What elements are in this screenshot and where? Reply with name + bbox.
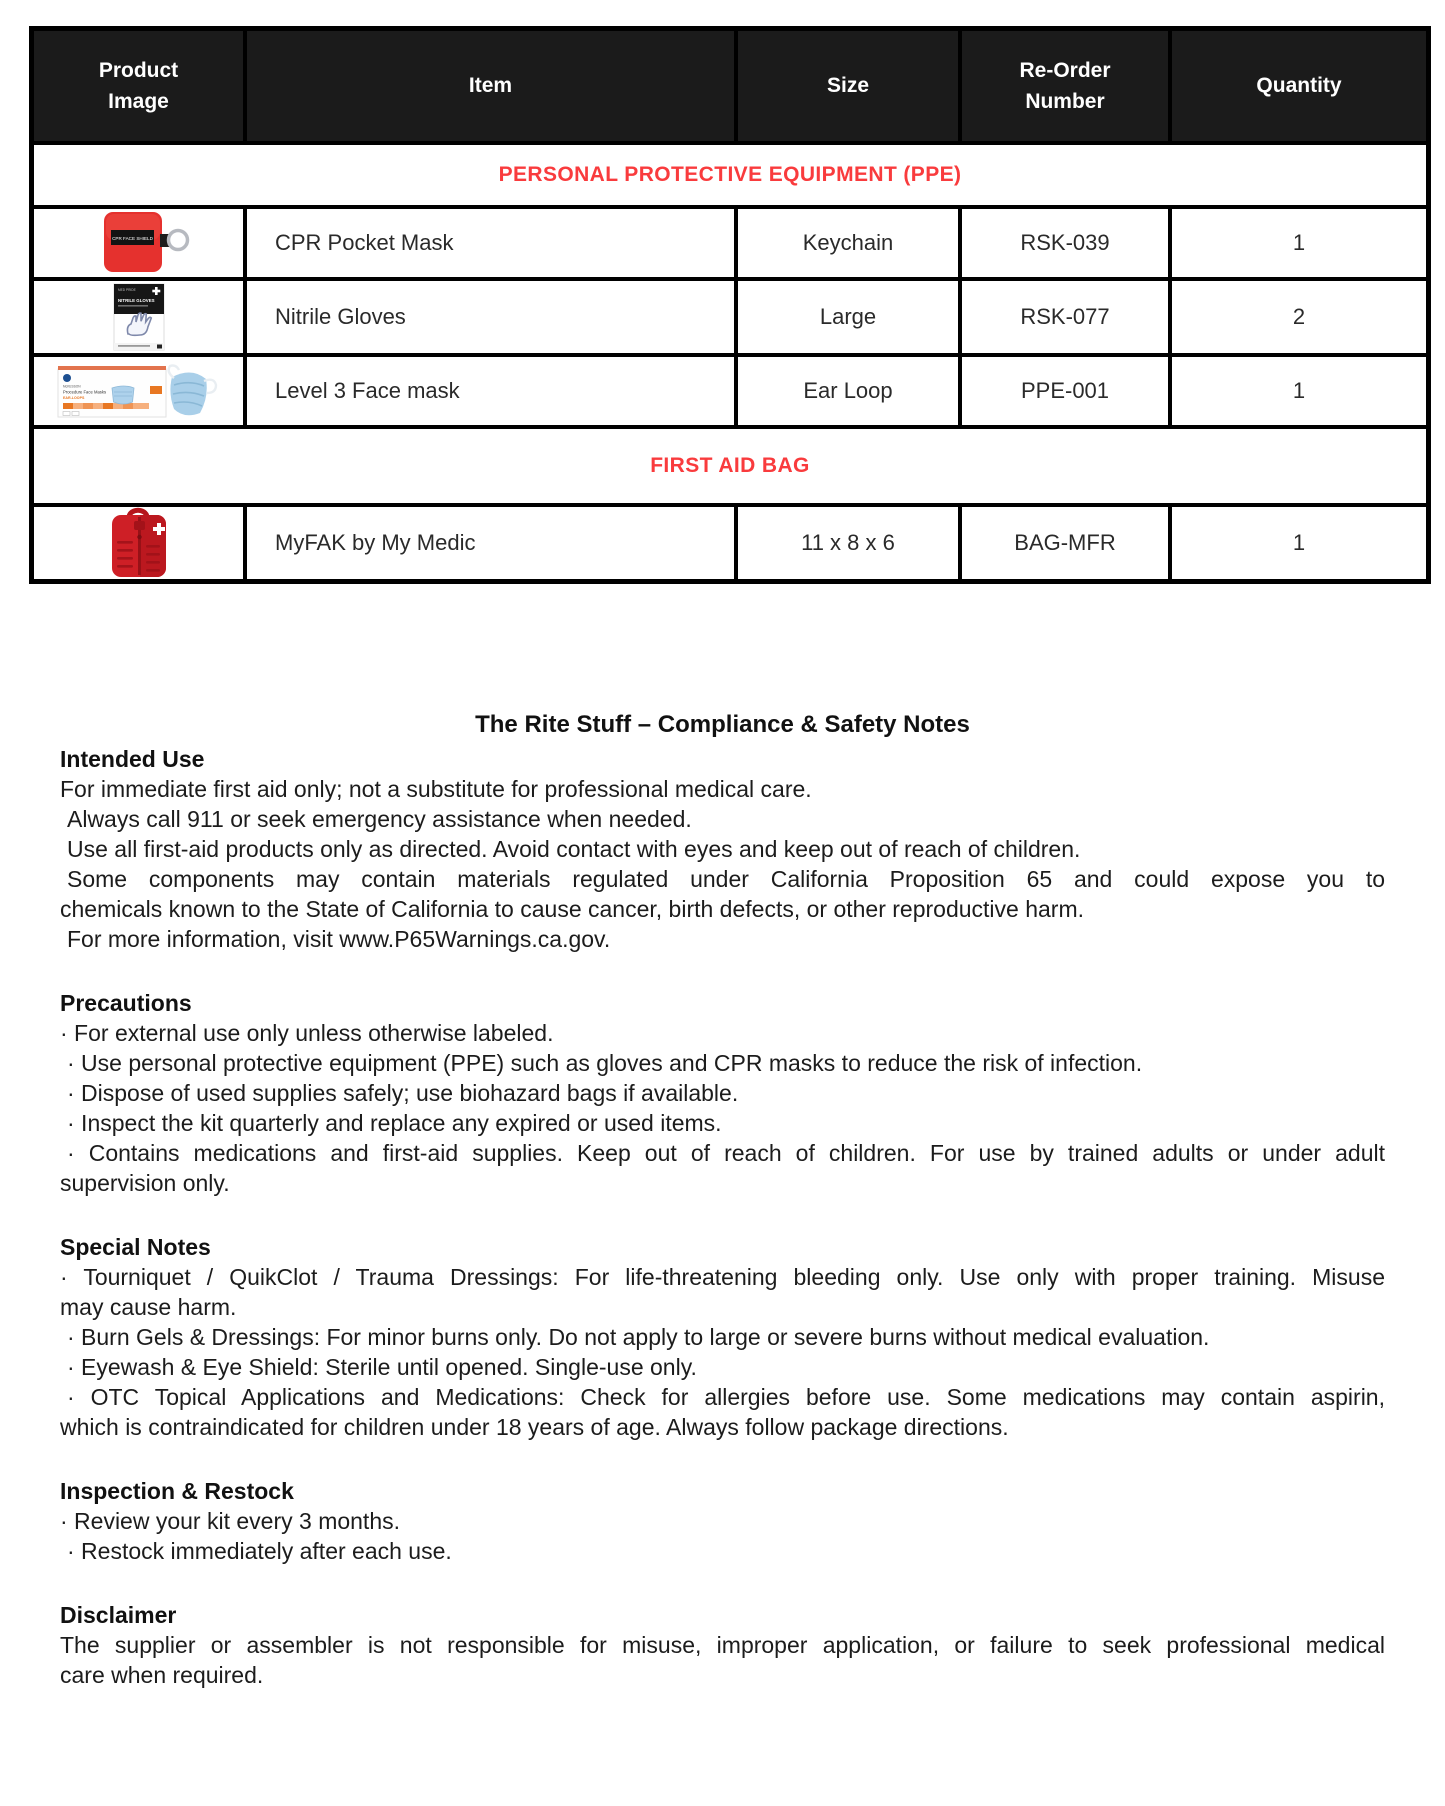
table-row-cell-image — [34, 281, 243, 353]
size-cell: Keychain — [738, 209, 958, 277]
notes-section-special-notes — [60, 1232, 1385, 1442]
myfak-bag-image — [84, 507, 194, 579]
section-heading: Inspection & Restock — [60, 1478, 294, 1504]
note-line: · Contains medications and first-aid supplies. Keep out of reach of children. For use by trained adults or under adult — [67, 1140, 1385, 1166]
note-line: supervision only. — [60, 1170, 230, 1196]
note-line: may cause harm. — [60, 1294, 237, 1320]
section-title-ppe: PERSONAL PROTECTIVE EQUIPMENT (PPE) — [34, 145, 1426, 205]
note-line: For more information, visit www.P65Warnings.ca.gov. — [67, 926, 611, 952]
item-name-cell: MyFAK by My Medic — [247, 507, 734, 579]
quantity-cell: 1 — [1172, 507, 1426, 579]
note-line: · Burn Gels & Dressings: For minor burns only. Do not apply to large or severe burns without medical evaluation. — [67, 1324, 1210, 1350]
note-line: · Tourniquet / QuikClot / Trauma Dressings: For life-threatening bleeding only. Use only with proper training. Misuse — [60, 1264, 1385, 1290]
item-name-cell: Nitrile Gloves — [247, 281, 734, 353]
note-line: · OTC Topical Applications and Medications: Check for allergies before use. Some medications may contain aspirin, — [67, 1384, 1385, 1410]
note-line: · Dispose of used supplies safely; use biohazard bags if available. — [67, 1080, 739, 1106]
size-cell: 11 x 8 x 6 — [738, 507, 958, 579]
quantity-cell: 1 — [1172, 209, 1426, 277]
size-cell: Large — [738, 281, 958, 353]
note-line: The supplier or assembler is not responsible for misuse, improper application, or failure to seek professional medical — [60, 1632, 1385, 1658]
reorder-number-cell: RSK-077 — [962, 281, 1168, 353]
note-line: Use all first-aid products only as directed. Avoid contact with eyes and keep out of reach of children. — [67, 836, 1081, 862]
first-aid-kit-table — [29, 26, 1431, 584]
cpr-pocket-mask-image — [84, 210, 194, 276]
svg-text:McKESSON: McKESSON — [62, 384, 81, 389]
item-name-cell: Level 3 Face mask — [247, 357, 734, 425]
note-line: For immediate first aid only; not a substitute for professional medical care. — [60, 776, 812, 802]
column-header-quantity: Quantity — [1172, 31, 1426, 141]
gloves-box-label: NITRILE GLOVES — [117, 298, 155, 303]
item-name-cell: CPR Pocket Mask — [247, 209, 734, 277]
column-header-reorder-number: Re-Order Number — [962, 31, 1168, 141]
quantity-cell: 1 — [1172, 357, 1426, 425]
svg-text:MED PRIDE: MED PRIDE — [117, 288, 136, 292]
table-row-cell-image — [34, 507, 243, 579]
notes-section-disclaimer — [60, 1600, 1385, 1690]
notes-section-precautions — [60, 988, 1385, 1198]
table-row-cell-image — [34, 209, 243, 277]
note-line: · Eyewash & Eye Shield: Sterile until opened. Single-use only. — [67, 1354, 697, 1380]
nitrile-gloves-image — [84, 282, 194, 352]
note-line: chemicals known to the State of California to cause cancer, birth defects, or other reproductive harm. — [60, 896, 1085, 922]
section-heading: Intended Use — [60, 746, 205, 772]
section-title-first-aid-bag: FIRST AID BAG — [34, 429, 1426, 503]
note-line: which is contraindicated for children under 18 years of age. Always follow package directions. — [60, 1414, 1009, 1440]
column-header-product-image: Product Image — [34, 31, 243, 141]
size-cell: Ear Loop — [738, 357, 958, 425]
mask-box-title: Procedure Face Masks — [62, 389, 106, 395]
notes-section-intended-use — [60, 744, 1385, 954]
note-line: Some components may contain materials regulated under California Proposition 65 and could expose you to — [67, 866, 1385, 892]
column-header-size: Size — [738, 31, 958, 141]
note-line: · Restock immediately after each use. — [67, 1538, 452, 1564]
column-header-item: Item — [247, 31, 734, 141]
notes-section-inspection-restock — [60, 1476, 1385, 1566]
quantity-cell: 2 — [1172, 281, 1426, 353]
cpr-pouch-label: CPR FACE SHIELD — [111, 236, 153, 241]
face-mask-box-image — [54, 359, 224, 423]
notes-title: The Rite Stuff – Compliance & Safety Notes — [475, 711, 970, 738]
note-line: · Inspect the kit quarterly and replace any expired or used items. — [67, 1110, 722, 1136]
note-line: · For external use only unless otherwise labeled. — [60, 1020, 554, 1046]
reorder-number-cell: RSK-039 — [962, 209, 1168, 277]
reorder-number-cell: PPE-001 — [962, 357, 1168, 425]
note-line: Always call 911 or seek emergency assistance when needed. — [67, 806, 692, 832]
mask-box-subtitle: EAR-LOOPS — [62, 396, 84, 400]
section-heading: Special Notes — [60, 1234, 211, 1260]
note-line: · Review your kit every 3 months. — [60, 1508, 401, 1534]
reorder-number-cell: BAG-MFR — [962, 507, 1168, 579]
note-line: · Use personal protective equipment (PPE) such as gloves and CPR masks to reduce the risk of infection. — [67, 1050, 1143, 1076]
section-heading: Disclaimer — [60, 1602, 177, 1628]
note-line: care when required. — [60, 1662, 264, 1688]
section-heading: Precautions — [60, 990, 192, 1016]
table-row-cell-image — [34, 357, 243, 425]
compliance-safety-notes — [60, 710, 1385, 1690]
